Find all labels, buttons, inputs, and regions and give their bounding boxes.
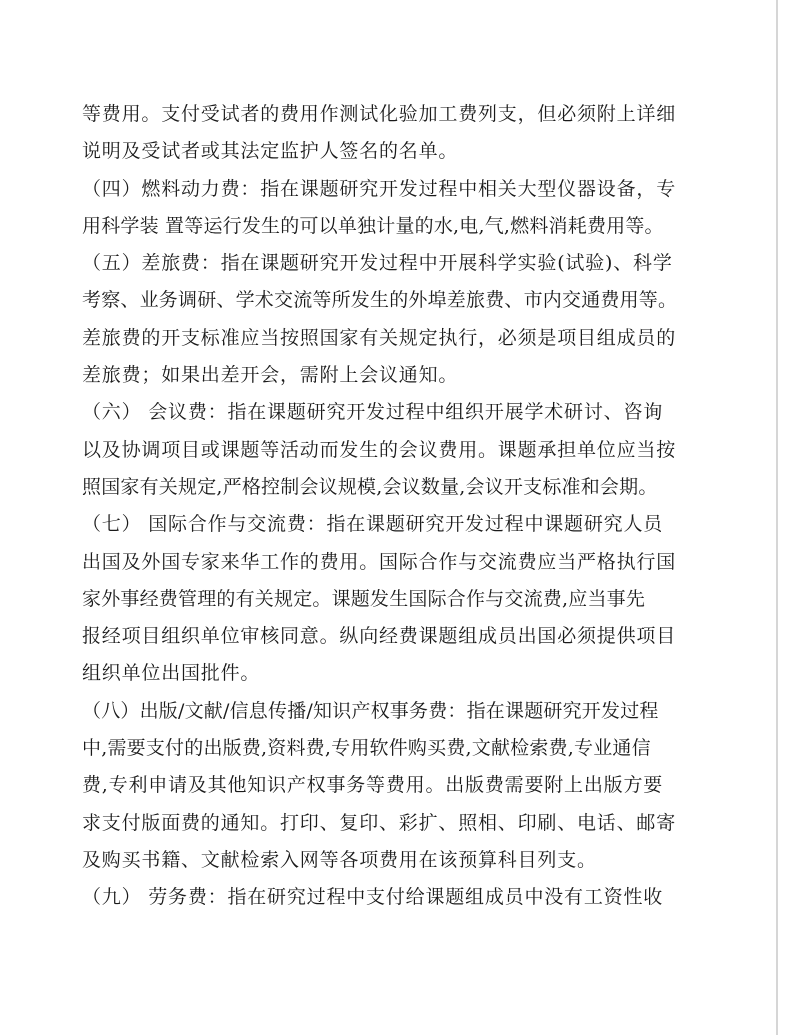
text-line: （四）燃料动力费：指在课题研究开发过程中相关大型仪器设备，专 — [82, 177, 677, 200]
text-line: （五）差旅费：指在课题研究开发过程中开展科学实验(试验)、科学 — [82, 252, 673, 275]
text-line: 费,专利申请及其他知识产权事务等费用。出版费需要附上出版方要 — [82, 774, 664, 797]
text-line: 及购买书籍、文献检索入网等各项费用在该预算科目列支。 — [82, 848, 597, 871]
text-line: （九） 劳务费：指在研究过程中支付给课题组成员中没有工资性收 — [82, 886, 664, 909]
text-line: （七） 国际合作与交流费：指在课题研究开发过程中课题研究人员 — [82, 513, 664, 536]
text-line: 报经项目组织单位审核同意。纵向经费课题组成员出国必须提供项目 — [82, 625, 677, 648]
text-line: 求支付版面费的通知。打印、复印、彩扩、照相、印刷、电话、邮寄 — [82, 811, 677, 834]
text-line: 照国家有关规定,严格控制会议规模,会议数量,会议开支标准和会期。 — [82, 475, 658, 498]
scan-edge-line — [776, 0, 778, 1035]
document-body — [82, 96, 678, 917]
text-line: 差旅费；如果出差开会，需附上会议通知。 — [82, 364, 459, 387]
text-line: 出国及外国专家来华工作的费用。国际合作与交流费应当严格执行国 — [82, 550, 677, 573]
text-line: （六） 会议费：指在课题研究开发过程中组织开展学术研讨、咨询 — [82, 401, 664, 424]
text-line: 用科学装 置等运行发生的可以单独计量的水,电,气,燃料消耗费用等。 — [82, 214, 664, 237]
text-line: 家外事经费管理的有关规定。课题发生国际合作与交流费,应当事先 — [82, 587, 646, 610]
text-line: （八）出版/文献/信息传播/知识产权事务费：指在课题研究开发过程 — [82, 699, 659, 722]
text-line: 以及协调项目或课题等活动而发生的会议费用。课题承担单位应当按 — [82, 438, 677, 461]
text-line: 中,需要支付的出版费,资料费,专用软件购买费,文献检索费,专业通信 — [82, 737, 651, 760]
text-line: 组织单位出国批件。 — [82, 662, 261, 685]
text-line: 说明及受试者或其法定监护人签名的名单。 — [82, 140, 459, 163]
text-line: 差旅费的开支标准应当按照国家有关规定执行，必须是项目组成员的 — [82, 326, 677, 349]
text-line: 等费用。支付受试者的费用作测试化验加工费列支，但必须附上详细 — [82, 103, 677, 125]
text-line: 考察、业务调研、学术交流等所发生的外埠差旅费、市内交通费用等。 — [82, 289, 678, 312]
